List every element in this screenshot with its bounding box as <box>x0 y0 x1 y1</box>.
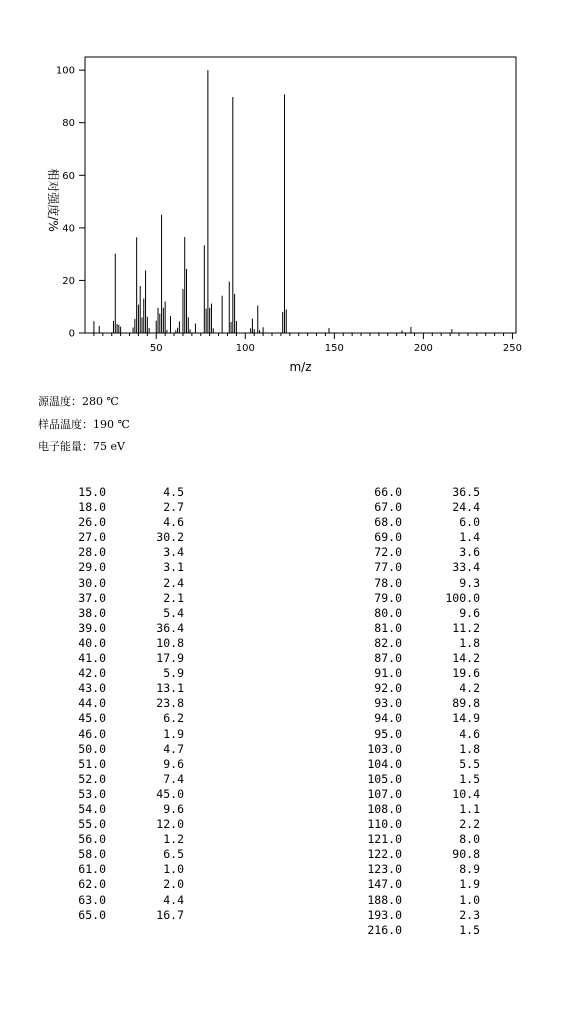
peak-row <box>366 727 480 742</box>
peak-row <box>366 576 480 591</box>
peak-row <box>366 787 480 802</box>
peak-row <box>70 742 184 757</box>
peak-mz: 77.0 <box>374 560 402 575</box>
peak-abundance: 5.4 <box>163 605 184 620</box>
peak-mz: 53.0 <box>78 786 106 801</box>
peak-table-left <box>70 485 184 923</box>
peak-abundance: 2.1 <box>163 590 184 605</box>
peak-abundance: 33.4 <box>452 560 480 575</box>
peak-abundance: 1.0 <box>163 862 184 877</box>
peak-mz: 188.0 <box>367 892 402 907</box>
peak-row <box>70 576 184 591</box>
peak-abundance: 5.5 <box>459 756 480 771</box>
peak-abundance: 5.9 <box>163 666 184 681</box>
peak-mz: 104.0 <box>367 756 402 771</box>
peak-mz: 45.0 <box>78 711 106 726</box>
peak-row <box>70 772 184 787</box>
peak-mz: 28.0 <box>78 545 106 560</box>
peak-abundance: 1.4 <box>459 530 480 545</box>
peak-mz: 55.0 <box>78 817 106 832</box>
peak-abundance: 8.9 <box>459 862 480 877</box>
peak-mz: 147.0 <box>367 877 402 892</box>
y-tick-label: 80 <box>62 118 75 130</box>
peak-abundance: 4.4 <box>163 892 184 907</box>
peak-mz: 62.0 <box>78 877 106 892</box>
peak-row <box>70 893 184 908</box>
peak-row <box>70 908 184 923</box>
peak-row <box>366 817 480 832</box>
peak-mz: 121.0 <box>367 832 402 847</box>
peak-row <box>70 621 184 636</box>
peak-abundance: 1.8 <box>459 635 480 650</box>
peak-abundance: 12.0 <box>156 817 184 832</box>
peak-abundance: 13.1 <box>156 681 184 696</box>
peak-mz: 26.0 <box>78 515 106 530</box>
peak-abundance: 11.2 <box>452 620 480 635</box>
peak-abundance: 9.6 <box>459 605 480 620</box>
peak-row <box>366 802 480 817</box>
peak-abundance: 2.4 <box>163 575 184 590</box>
peak-mz: 122.0 <box>367 847 402 862</box>
peak-mz: 54.0 <box>78 801 106 816</box>
peak-abundance: 1.5 <box>459 771 480 786</box>
peak-row <box>366 560 480 575</box>
peak-row <box>366 772 480 787</box>
peak-row <box>366 500 480 515</box>
x-tick-label: 100 <box>235 343 255 354</box>
peak-abundance: 9.6 <box>163 801 184 816</box>
peak-row <box>366 847 480 862</box>
peak-mz: 108.0 <box>367 801 402 816</box>
peak-row <box>366 530 480 545</box>
peak-row <box>70 727 184 742</box>
peak-mz: 37.0 <box>78 590 106 605</box>
peak-mz: 107.0 <box>367 786 402 801</box>
peak-abundance: 4.6 <box>163 515 184 530</box>
peak-mz: 91.0 <box>374 666 402 681</box>
peak-abundance: 1.0 <box>459 892 480 907</box>
peak-row <box>70 560 184 575</box>
mass-spectrum-chart <box>0 0 570 380</box>
source-temperature: 源温度：280 ℃ <box>38 395 119 408</box>
peak-abundance: 36.5 <box>452 485 480 499</box>
peak-mz: 38.0 <box>78 605 106 620</box>
peak-abundance: 10.8 <box>156 635 184 650</box>
peak-row <box>70 530 184 545</box>
x-tick-label: 150 <box>324 343 344 354</box>
y-tick-label: 40 <box>62 223 75 235</box>
peak-abundance: 24.4 <box>452 500 480 515</box>
peak-abundance: 36.4 <box>156 620 184 635</box>
peak-row <box>70 681 184 696</box>
peak-abundance: 9.3 <box>459 575 480 590</box>
peak-mz: 92.0 <box>374 681 402 696</box>
peak-mz: 69.0 <box>374 530 402 545</box>
peak-mz: 18.0 <box>78 500 106 515</box>
peak-abundance: 16.7 <box>156 907 184 922</box>
peak-mz: 40.0 <box>78 635 106 650</box>
peak-abundance: 4.7 <box>163 741 184 756</box>
peak-row <box>366 862 480 877</box>
peak-abundance: 1.9 <box>459 877 480 892</box>
peak-row <box>70 862 184 877</box>
peak-row <box>70 711 184 726</box>
peak-row <box>70 515 184 530</box>
peak-row <box>366 515 480 530</box>
peak-abundance: 10.4 <box>452 786 480 801</box>
peak-mz: 58.0 <box>78 847 106 862</box>
peak-abundance: 8.0 <box>459 832 480 847</box>
y-tick-label: 100 <box>55 65 75 77</box>
peak-row <box>366 591 480 606</box>
peak-mz: 193.0 <box>367 907 402 922</box>
sample-temperature: 样品温度：190 ℃ <box>38 418 130 431</box>
peak-abundance: 4.6 <box>459 726 480 741</box>
peak-row <box>70 545 184 560</box>
peak-mz: 72.0 <box>374 545 402 560</box>
peak-mz: 41.0 <box>78 651 106 666</box>
peak-abundance: 3.1 <box>163 560 184 575</box>
peak-mz: 42.0 <box>78 666 106 681</box>
peak-mz: 66.0 <box>374 485 402 499</box>
peak-row <box>366 923 480 938</box>
peak-mz: 216.0 <box>367 922 402 937</box>
electron-energy: 电子能量：75 eV <box>38 440 125 453</box>
x-tick-label: 50 <box>149 343 163 354</box>
peak-abundance: 23.8 <box>156 696 184 711</box>
peak-mz: 110.0 <box>367 817 402 832</box>
peak-mz: 15.0 <box>78 485 106 499</box>
peak-abundance: 6.5 <box>163 847 184 862</box>
peak-row <box>70 757 184 772</box>
peak-row <box>70 832 184 847</box>
peak-abundance: 100.0 <box>445 590 480 605</box>
peak-mz: 56.0 <box>78 832 106 847</box>
peak-mz: 29.0 <box>78 560 106 575</box>
peak-abundance: 19.6 <box>452 666 480 681</box>
peak-row <box>366 711 480 726</box>
peak-abundance: 89.8 <box>452 696 480 711</box>
peak-abundance: 6.0 <box>459 515 480 530</box>
peak-mz: 30.0 <box>78 575 106 590</box>
peak-row <box>366 651 480 666</box>
plot-frame <box>85 57 516 333</box>
peak-mz: 39.0 <box>78 620 106 635</box>
peak-mz: 68.0 <box>374 515 402 530</box>
peak-abundance: 3.4 <box>163 545 184 560</box>
peak-mz: 61.0 <box>78 862 106 877</box>
peak-abundance: 90.8 <box>452 847 480 862</box>
peak-mz: 82.0 <box>374 635 402 650</box>
peak-abundance: 17.9 <box>156 651 184 666</box>
peak-row <box>366 908 480 923</box>
peak-abundance: 30.2 <box>156 530 184 545</box>
peak-mz: 94.0 <box>374 711 402 726</box>
peak-abundance: 1.2 <box>163 832 184 847</box>
x-tick-label: 200 <box>413 343 433 354</box>
peak-mz: 43.0 <box>78 681 106 696</box>
peak-abundance: 3.6 <box>459 545 480 560</box>
peak-abundance: 6.2 <box>163 711 184 726</box>
peak-row <box>366 832 480 847</box>
peak-mz: 78.0 <box>374 575 402 590</box>
peak-row <box>70 666 184 681</box>
peak-mz: 93.0 <box>374 696 402 711</box>
peak-row <box>70 636 184 651</box>
peak-mz: 79.0 <box>374 590 402 605</box>
peak-mz: 51.0 <box>78 756 106 771</box>
peak-mz: 27.0 <box>78 530 106 545</box>
peak-mz: 81.0 <box>374 620 402 635</box>
peak-abundance: 1.1 <box>459 801 480 816</box>
peak-abundance: 4.2 <box>459 681 480 696</box>
peak-mz: 65.0 <box>78 907 106 922</box>
peak-abundance: 2.0 <box>163 877 184 892</box>
peak-mz: 87.0 <box>374 651 402 666</box>
peak-abundance: 14.9 <box>452 711 480 726</box>
peak-row <box>70 802 184 817</box>
peak-abundance: 2.3 <box>459 907 480 922</box>
peak-abundance: 9.6 <box>163 756 184 771</box>
peak-row <box>366 636 480 651</box>
y-tick-label: 0 <box>68 328 75 340</box>
x-axis-label: m/z <box>289 360 312 374</box>
peak-row <box>70 787 184 802</box>
peak-row <box>70 696 184 711</box>
peak-mz: 52.0 <box>78 771 106 786</box>
peak-row <box>366 621 480 636</box>
peak-abundance: 1.5 <box>459 922 480 937</box>
peak-row <box>366 485 480 500</box>
peak-row <box>366 681 480 696</box>
peak-mz: 105.0 <box>367 771 402 786</box>
peak-row <box>70 817 184 832</box>
peak-abundance: 1.9 <box>163 726 184 741</box>
peak-abundance: 2.7 <box>163 500 184 515</box>
peak-abundance: 45.0 <box>156 786 184 801</box>
peak-mz: 67.0 <box>374 500 402 515</box>
x-tick-label: 250 <box>502 343 522 354</box>
peak-mz: 95.0 <box>374 726 402 741</box>
peak-abundance: 2.2 <box>459 817 480 832</box>
peak-row <box>70 847 184 862</box>
peak-abundance: 7.4 <box>163 771 184 786</box>
y-tick-label: 60 <box>62 170 75 182</box>
peak-mz: 123.0 <box>367 862 402 877</box>
peak-row <box>366 606 480 621</box>
peak-abundance: 14.2 <box>452 651 480 666</box>
peak-row <box>70 485 184 500</box>
peak-row <box>366 696 480 711</box>
peak-row <box>366 757 480 772</box>
peak-mz: 44.0 <box>78 696 106 711</box>
peak-mz: 50.0 <box>78 741 106 756</box>
peak-row <box>70 877 184 892</box>
peak-mz: 103.0 <box>367 741 402 756</box>
peak-row <box>366 666 480 681</box>
y-tick-label: 20 <box>62 275 75 287</box>
peak-mz: 46.0 <box>78 726 106 741</box>
peak-row <box>366 742 480 757</box>
peak-mz: 80.0 <box>374 605 402 620</box>
y-axis-label: 相对强度/% <box>46 168 60 232</box>
peak-row <box>366 893 480 908</box>
peak-abundance: 4.5 <box>163 485 184 499</box>
peak-row <box>366 877 480 892</box>
peak-abundance: 1.8 <box>459 741 480 756</box>
peak-row <box>70 651 184 666</box>
peak-row <box>70 606 184 621</box>
peak-row <box>366 545 480 560</box>
peak-table-right <box>366 485 480 938</box>
peak-mz: 63.0 <box>78 892 106 907</box>
peak-row <box>70 591 184 606</box>
peak-row <box>70 500 184 515</box>
